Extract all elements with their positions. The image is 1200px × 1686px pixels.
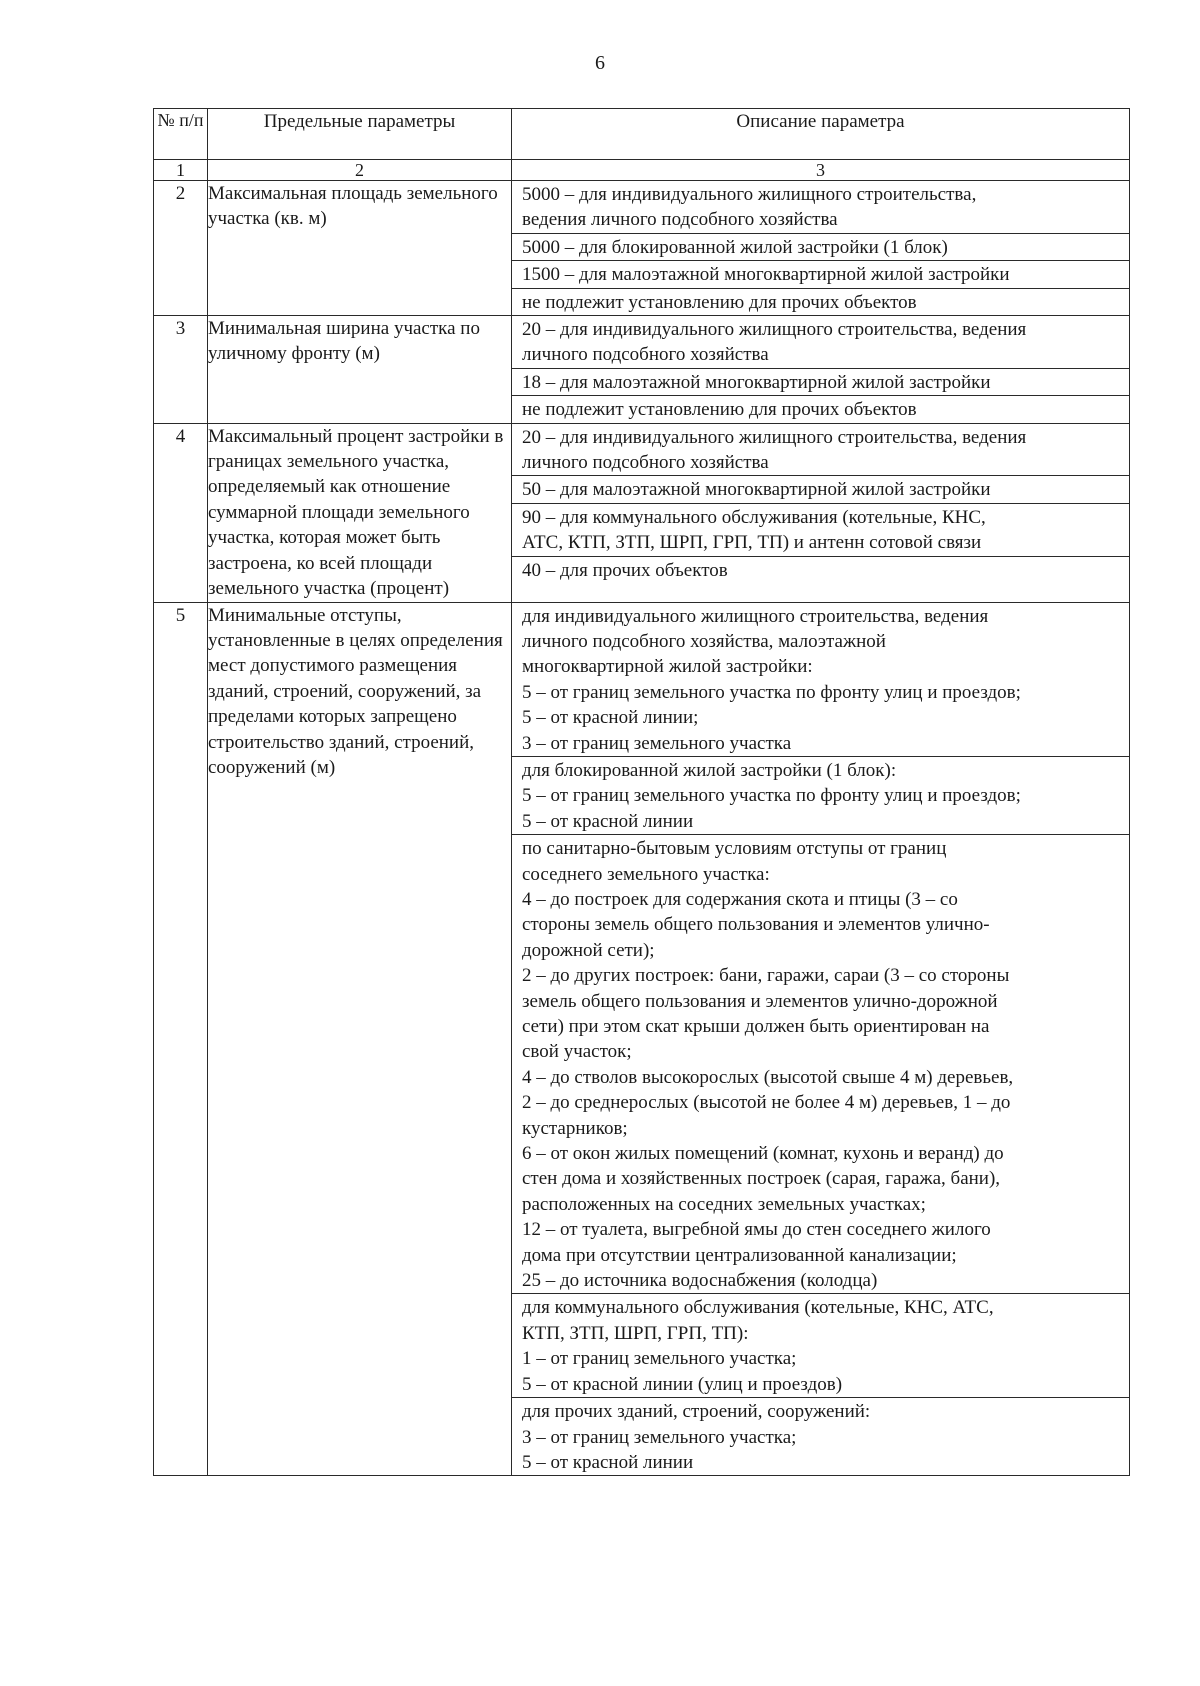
description-segment	[512, 369, 1129, 396]
description-line: 20 – для индивидуального жилищного строительства, ведения	[522, 426, 1027, 448]
description-segment	[512, 289, 1129, 315]
description-line: личного подсобного хозяйства	[522, 452, 769, 474]
description-segment	[512, 557, 1129, 583]
description-line: 90 – для коммунального обслуживания (котельные, КНС,	[522, 506, 986, 528]
description-line: 40 – для прочих объектов	[522, 559, 728, 581]
description-segment	[512, 476, 1129, 503]
description-segment	[512, 181, 1129, 234]
description-line: 25 – до источника водоснабжения (колодца)	[522, 1270, 878, 1292]
description-line: свой участок;	[522, 1041, 632, 1063]
description-line: кустарников;	[522, 1117, 628, 1139]
description-segment	[512, 1294, 1129, 1398]
description-segment	[512, 234, 1129, 261]
description-line: по санитарно-бытовым условиям отступы от границ	[522, 838, 947, 860]
description-segment	[512, 1398, 1129, 1475]
description-line: 20 – для индивидуального жилищного строительства, ведения	[522, 319, 1027, 341]
parameter-name: Максимальный процент застройки в границах земельного участка, определяемый как отношение суммарной площади земельного участка, которая может быть застроена, ко всей площади земельного участка (процент)	[208, 423, 512, 602]
description-line: 5 – от границ земельного участка по фронту улиц и проездов;	[522, 785, 1021, 807]
column-index: 2	[208, 160, 512, 181]
parameter-name: Минимальная ширина участка по уличному фронту (м)	[208, 316, 512, 424]
description-line: для блокированной жилой застройки (1 блок):	[522, 759, 897, 781]
table-row	[154, 602, 1130, 1476]
parameters-table	[153, 108, 1130, 1476]
description-line: КТП, ЗТП, ШРП, ГРП, ТП):	[522, 1322, 749, 1344]
parameter-name: Максимальная площадь земельного участка (кв. м)	[208, 181, 512, 316]
column-index: 3	[512, 160, 1130, 181]
description-line: сети) при этом скат крыши должен быть ориентирован на	[522, 1016, 990, 1037]
parameter-description	[512, 602, 1130, 1476]
description-line: 3 – от границ земельного участка	[522, 732, 792, 754]
description-line: ведения личного подсобного хозяйства	[522, 209, 838, 231]
description-segment	[512, 757, 1129, 835]
parameter-description	[512, 316, 1130, 424]
row-number: 4	[154, 423, 208, 602]
description-line: земель общего пользования и элементов улично-дорожной	[522, 990, 998, 1012]
table-header-row	[154, 109, 1130, 160]
description-line: личного подсобного хозяйства, малоэтажной	[522, 630, 886, 652]
description-segment	[512, 603, 1129, 757]
description-line: 5000 – для индивидуального жилищного строительства,	[522, 184, 977, 205]
description-line: многоквартирной жилой застройки:	[522, 656, 813, 678]
description-segment	[512, 396, 1129, 422]
description-line: 5000 – для блокированной жилой застройки (1 блок)	[522, 236, 948, 258]
description-line: 4 – до построек для содержания скота и птицы (3 – со	[522, 888, 958, 910]
row-number: 5	[154, 602, 208, 1476]
description-line: не подлежит установлению для прочих объектов	[522, 399, 917, 421]
column-index-row	[154, 160, 1130, 181]
column-index: 1	[154, 160, 208, 181]
description-line: 5 – от красной линии	[522, 1451, 694, 1473]
description-segment	[512, 504, 1129, 557]
table-row	[154, 181, 1130, 316]
description-line: личного подсобного хозяйства	[522, 344, 769, 366]
table-row	[154, 316, 1130, 424]
description-line: 1500 – для малоэтажной многоквартирной жилой застройки	[522, 264, 1010, 286]
row-number: 3	[154, 316, 208, 424]
description-line: 2 – до среднерослых (высотой не более 4 м) деревьев, 1 – до	[522, 1092, 1011, 1114]
description-line: не подлежит установлению для прочих объектов	[522, 291, 917, 313]
description-line: АТС, КТП, ЗТП, ШРП, ГРП, ТП) и антенн сотовой связи	[522, 532, 982, 554]
page-number: 6	[595, 52, 605, 74]
header-desc: Описание параметра	[512, 109, 1130, 160]
description-segment	[512, 835, 1129, 1294]
description-line: 12 – от туалета, выгребной ямы до стен соседнего жилого	[522, 1219, 991, 1241]
parameter-description	[512, 181, 1130, 316]
description-line: 6 – от окон жилых помещений (комнат, кухонь и веранд) до	[522, 1143, 1004, 1165]
description-line: дома при отсутствии централизованной канализации;	[522, 1244, 957, 1266]
description-line: 4 – до стволов высокорослых (высотой свыше 4 м) деревьев,	[522, 1066, 1014, 1088]
header-param: Предельные параметры	[208, 109, 512, 160]
description-line: 18 – для малоэтажной многоквартирной жилой застройки	[522, 371, 991, 393]
description-line: 1 – от границ земельного участка;	[522, 1348, 797, 1370]
description-line: 3 – от границ земельного участка;	[522, 1426, 797, 1448]
description-line: расположенных на соседних земельных участках;	[522, 1193, 926, 1215]
description-line: соседнего земельного участка:	[522, 863, 770, 885]
description-line: 2 – до других построек: бани, гаражи, сараи (3 – со стороны	[522, 965, 1010, 987]
header-num: № п/п	[154, 109, 208, 160]
description-segment	[512, 424, 1129, 477]
description-segment	[512, 316, 1129, 369]
row-number: 2	[154, 181, 208, 316]
description-line: для коммунального обслуживания (котельные, КНС, АТС,	[522, 1297, 994, 1319]
parameter-description	[512, 423, 1130, 602]
description-line: для индивидуального жилищного строительства, ведения	[522, 605, 989, 627]
description-line: дорожной сети);	[522, 939, 655, 961]
description-line: 5 – от красной линии	[522, 810, 694, 832]
parameter-name: Минимальные отступы, установленные в целях определения мест допустимого размещения зданий, строений, сооружений, за пределами которых запрещено строительство зданий, строений, сооружений (м)	[208, 602, 512, 1476]
description-line: стороны земель общего пользования и элементов улично-	[522, 914, 990, 936]
description-segment	[512, 261, 1129, 288]
description-line: 5 – от красной линии;	[522, 707, 699, 729]
description-line: стен дома и хозяйственных построек (сарая, гаража, бани),	[522, 1168, 1001, 1190]
description-line: для прочих зданий, строений, сооружений:	[522, 1401, 871, 1423]
description-line: 50 – для малоэтажной многоквартирной жилой застройки	[522, 479, 991, 501]
table-row	[154, 423, 1130, 602]
description-line: 5 – от границ земельного участка по фронту улиц и проездов;	[522, 681, 1021, 703]
description-line: 5 – от красной линии (улиц и проездов)	[522, 1373, 843, 1395]
